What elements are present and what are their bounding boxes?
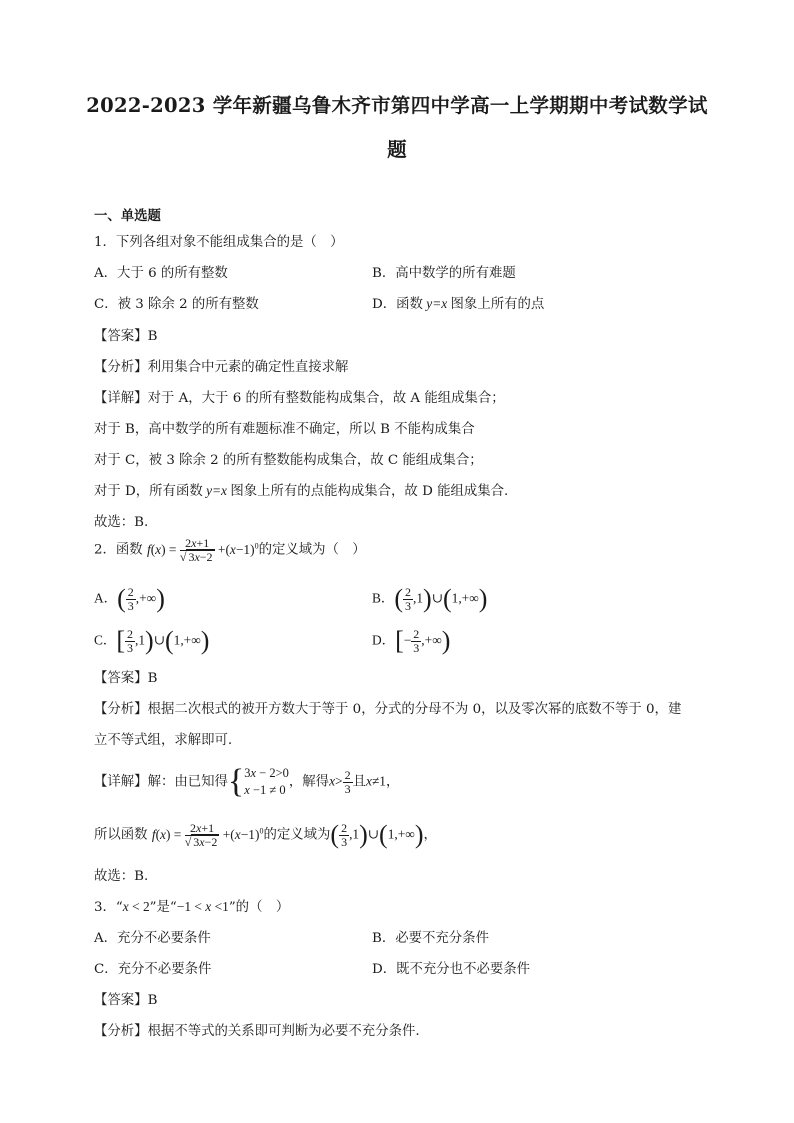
analysis-tag: 【分析】 bbox=[94, 1024, 148, 1039]
q1-analysis bbox=[94, 356, 348, 375]
q1-detail-3: 对于 C，被 3 除余 2 的所有整数能构成集合，故 C 能组成集合； bbox=[94, 453, 483, 468]
q1-detail-4 bbox=[94, 480, 508, 499]
q3-stem: 3．“x < 2”是“−1 < x <1”的（ ） bbox=[94, 899, 290, 915]
q3-analysis-text: 根据不等式的关系即可判断为必要不充分条件. bbox=[147, 1024, 420, 1039]
title-line-2: 题 bbox=[387, 138, 407, 161]
q1-detail-1 bbox=[94, 387, 505, 406]
q2-detail-end: ， bbox=[385, 774, 400, 790]
q3-stem-suffix: ”的（ ） bbox=[228, 900, 290, 915]
answer-tag: 【答案】 bbox=[94, 993, 148, 1008]
q2-detail-prefix: 解：由已知得 bbox=[147, 774, 228, 790]
system-brace: { bbox=[227, 763, 245, 800]
q1-choose: 故选：B. bbox=[94, 515, 149, 530]
q1-option-c: C．被 3 除余 2 的所有整数 bbox=[94, 297, 259, 312]
answer-tag: 【答案】 bbox=[94, 329, 148, 344]
q2-analysis-2: 立不等式组，求解即可. bbox=[94, 733, 233, 748]
q3-analysis bbox=[94, 1020, 420, 1039]
q3-stem-prefix: 3．“ bbox=[94, 900, 123, 915]
q1-detail-1-text: 对于 A，大于 6 的所有整数能构成集合，故 A 能组成集合； bbox=[147, 391, 505, 406]
q3-answer-value: B bbox=[147, 993, 158, 1008]
q1-stem: 1．下列各组对象不能组成集合的是（ ） bbox=[94, 235, 344, 250]
detail-tag: 【详解】 bbox=[94, 391, 148, 406]
q1-option-a: A．大于 6 的所有整数 bbox=[94, 266, 228, 281]
q2-result-prefix: 所以函数 bbox=[94, 827, 148, 843]
math-y-equals-x: y=x bbox=[422, 296, 451, 311]
q1-option-d-prefix: D．函数 bbox=[372, 297, 423, 312]
q2-choose: 故选：B. bbox=[94, 869, 149, 884]
detail-tag: 【详解】 bbox=[94, 774, 148, 790]
q3-option-b: B．必要不充分条件 bbox=[372, 931, 489, 946]
q3-option-a: A．充分不必要条件 bbox=[94, 931, 211, 946]
q2-stem-suffix: 的定义域为（ ） bbox=[258, 542, 366, 558]
q2-stem-prefix: 2．函数 bbox=[94, 542, 143, 558]
inequality-system: 3x − 2>0 x −1 ≠ 0 bbox=[244, 766, 289, 797]
q1-detail-4-suffix: 图象上所有的点能构成集合，故 D 能组成集合. bbox=[230, 484, 509, 499]
q1-detail-2: 对于 B，高中数学的所有难题标准不确定，所以 B 不能构成集合 bbox=[94, 422, 475, 437]
q2-analysis-1 bbox=[94, 698, 681, 717]
math-y-equals-x: y=x bbox=[202, 483, 231, 498]
q2-answer-value: B bbox=[147, 671, 158, 686]
q2-result-end: ， bbox=[423, 827, 437, 843]
q1-answer bbox=[94, 325, 157, 344]
q2-option-d: D．[− $\frac{2}{3}$ ,+∞) bbox=[372, 626, 451, 655]
page-title bbox=[60, 84, 734, 172]
q2-result-mid: 的定义域为 bbox=[263, 827, 331, 843]
q2-option-c: C．[ $\frac{2}{3}$ ,1)∪(1,+∞) bbox=[94, 626, 210, 655]
q2-option-a: A．( $\frac{2}{3}$ ,+∞) bbox=[94, 584, 165, 613]
q3-answer bbox=[94, 989, 157, 1008]
q1-answer-value: B bbox=[147, 329, 158, 344]
q2-detail-and: 且 bbox=[352, 774, 366, 790]
analysis-tag: 【分析】 bbox=[94, 360, 148, 375]
q2-analysis-1-text: 根据二次根式的被开方数大于等于 0，分式的分母不为 0，以及零次幂的底数不等于 0，建 bbox=[147, 702, 682, 717]
q1-analysis-text: 利用集合中元素的确定性直接求解 bbox=[147, 360, 349, 375]
q2-function-formula: f(x) = $\frac{2x+1}{√ 3x-2}$ $+(x-1)^0$ bbox=[151, 820, 264, 849]
q2-detail: 【详解】解：由已知得{ 3x − 2>0 x −1 ≠ 0 ，解得x> $\frac{2}{3}$ 且x≠1， bbox=[94, 763, 400, 800]
q3-option-c: C．充分不必要条件 bbox=[94, 962, 212, 977]
answer-tag: 【答案】 bbox=[94, 671, 148, 686]
q1-detail-4-prefix: 对于 D，所有函数 bbox=[94, 484, 203, 499]
q2-function-formula: f(x) = $\frac{2x+1}{√ 3x-2}$ $+(x-1)^0$ bbox=[146, 536, 259, 564]
q1-option-d-suffix: 图象上所有的点 bbox=[450, 297, 545, 312]
section-heading: 一、单选题 bbox=[94, 208, 161, 224]
q2-option-b: B．( $\frac{2}{3}$ ,1)∪(1,+∞) bbox=[372, 584, 488, 613]
q2-stem bbox=[94, 537, 366, 564]
title-line-1: 2022-2023 学年新疆乌鲁木齐市第四中学高一上学期期中考试数学试 bbox=[86, 94, 708, 117]
q1-option-d bbox=[372, 293, 544, 312]
q3-option-d: D．既不充分也不必要条件 bbox=[372, 962, 531, 977]
q2-answer bbox=[94, 667, 157, 686]
q3-stem-mid: ”是“ bbox=[149, 900, 177, 915]
q2-detail-mid: ，解得 bbox=[288, 774, 330, 790]
q1-option-b: B．高中数学的所有难题 bbox=[372, 266, 516, 281]
analysis-tag: 【分析】 bbox=[94, 702, 148, 717]
q2-result: 所以函数 f(x) = $\frac{2x+1}{√ 3x-2}$ $+(x-1)^0$的定义域为( $\frac{2}{3}$ ,1)∪(1,+∞)， bbox=[94, 820, 437, 849]
